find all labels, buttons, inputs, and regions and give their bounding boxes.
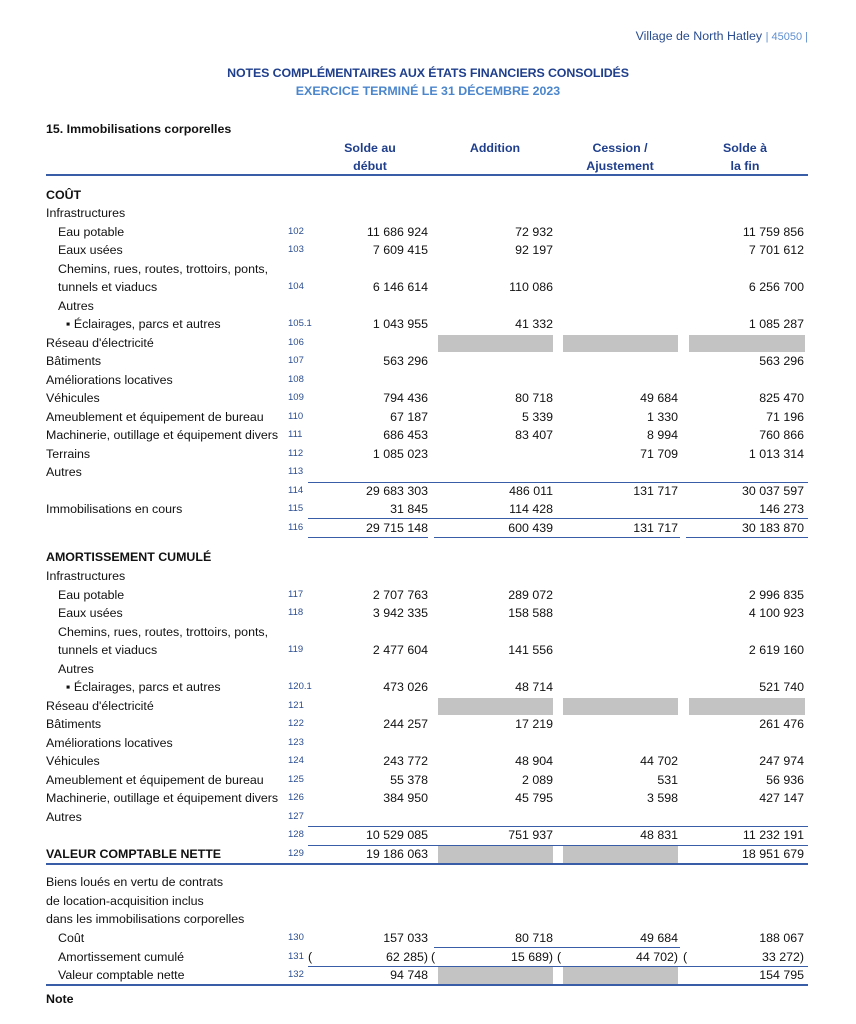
cell-value: 71 196: [766, 409, 804, 424]
cell-value: 188 067: [759, 931, 804, 945]
row-label: Bâtiments: [46, 717, 102, 731]
table-row: [0, 623, 856, 642]
shaded-cell: [689, 698, 805, 715]
cell-value: 157 033: [383, 931, 428, 945]
entity-code: | 45050 |: [765, 31, 808, 43]
row-ref: 104: [288, 281, 304, 292]
row-label: Chemins, rues, routes, trottoirs, ponts,: [58, 624, 269, 639]
table-row: [0, 948, 856, 967]
table-row: [0, 826, 856, 845]
cell-value: 71 709: [640, 446, 678, 461]
cell-value: 794 436: [383, 391, 428, 405]
row-ref: 125: [288, 773, 304, 785]
table-row: [0, 715, 856, 734]
leased-intro-line: [0, 873, 856, 892]
cell-value: 49 684: [640, 391, 678, 405]
table-row: [0, 482, 856, 501]
cell-value: 2 996 835: [748, 587, 804, 602]
cell-value: 92 197: [515, 243, 553, 257]
section-title: 15. Immobilisations corporelles: [46, 122, 232, 136]
row-label: VALEUR COMPTABLE NETTE: [46, 846, 222, 861]
row-label: Véhicules: [46, 754, 100, 768]
row-label: tunnels et viaducs: [58, 643, 158, 657]
row-label: Chemins, rues, routes, trottoirs, ponts,: [58, 261, 269, 276]
cell-value: 44 702): [635, 949, 678, 964]
cell-value: 2 089: [521, 772, 553, 787]
rule-line: [46, 863, 808, 865]
table-row: [0, 223, 856, 242]
table-row: [0, 500, 856, 519]
row-ref: 122: [288, 718, 304, 729]
cell-value: 521 740: [759, 680, 804, 694]
cell-value: 825 470: [759, 391, 804, 405]
cell-value: 41 332: [515, 317, 553, 331]
cell-value: 261 476: [759, 717, 804, 731]
shaded-cell: [563, 698, 678, 715]
col-header-line: Cession /: [592, 141, 648, 155]
row-label: Coût: [58, 931, 85, 945]
row-ref: 105.1: [288, 318, 312, 329]
row-ref: 107: [288, 355, 304, 366]
cell-value: 56 936: [766, 772, 804, 787]
cell-value: 141 556: [508, 643, 553, 657]
col-header-line: Ajustement: [586, 159, 654, 173]
table-row: [0, 586, 856, 605]
cell-value: 600 439: [508, 520, 553, 535]
open-paren: (: [683, 949, 688, 964]
row-ref: 118: [288, 607, 304, 618]
cell-value: 5 339: [521, 409, 553, 424]
cell-value: 384 950: [383, 791, 428, 805]
cell-value: 563 296: [383, 354, 428, 368]
row-ref: 112: [288, 447, 304, 459]
row-ref: 130: [288, 932, 304, 943]
shaded-cell: [563, 335, 678, 352]
shaded-cell: [438, 967, 553, 984]
table-row: [0, 641, 856, 660]
row-label: Eau potable: [58, 224, 125, 239]
table-row: [0, 297, 856, 316]
leased-intro-line: [0, 892, 856, 911]
row-ref: 132: [288, 969, 304, 980]
row-ref: 114: [288, 484, 304, 496]
row-label: Eau potable: [58, 587, 125, 602]
cell-value: 30 037 597: [741, 483, 804, 498]
col-header-addition: [460, 139, 530, 157]
document-title: NOTES COMPLÉMENTAIRES AUX ÉTATS FINANCIERS CONSOLIDÉS: [227, 66, 629, 80]
row-ref: 119: [288, 644, 304, 655]
table-row: [0, 929, 856, 948]
open-paren: (: [431, 949, 436, 964]
cell-value: 49 684: [640, 931, 678, 945]
table-row: [0, 278, 856, 297]
row-label: Machinerie, outillage et équipement divers: [46, 428, 279, 442]
note-label-row: [0, 990, 856, 1009]
shaded-cell: [563, 846, 678, 863]
row-label: Améliorations locatives: [46, 372, 173, 387]
row-label: Autres: [58, 661, 94, 676]
cell-value: 48 831: [640, 828, 678, 842]
cell-value: 19 186 063: [365, 846, 428, 861]
leased-intro-line: [0, 910, 856, 929]
table-row: [0, 752, 856, 771]
col-header-line: début: [353, 159, 387, 173]
row-ref: 115: [288, 503, 304, 514]
cell-value: 44 702: [640, 754, 678, 768]
cell-value: 2 477 604: [372, 643, 428, 657]
row-ref: 108: [288, 373, 304, 385]
cell-value: 83 407: [515, 428, 553, 442]
cell-value: 29 715 148: [365, 520, 428, 535]
cell-value: 247 974: [759, 754, 804, 768]
rule-line: [434, 947, 680, 948]
table-row: [0, 734, 856, 753]
cell-value: 131 717: [633, 483, 678, 498]
cell-value: 2 707 763: [372, 587, 428, 602]
row-ref: 120.1: [288, 681, 312, 692]
cell-value: 6 256 700: [748, 280, 804, 294]
cell-value: 131 717: [633, 520, 678, 535]
row-label: Ameublement et équipement de bureau: [46, 772, 264, 787]
cell-value: 154 795: [759, 968, 804, 982]
rule-line: [686, 537, 808, 538]
rule-line: [308, 845, 808, 846]
cell-value: 15 689): [510, 949, 553, 964]
table-row: [0, 260, 856, 279]
cell-value: 8 994: [646, 428, 678, 442]
cell-value: 48 904: [515, 754, 553, 768]
cell-value: 686 453: [383, 428, 428, 442]
row-label: Infrastructures: [46, 569, 126, 583]
row-ref: 110: [288, 410, 304, 422]
cell-value: 1 085 287: [748, 317, 804, 331]
rule-line: [308, 518, 808, 519]
row-label: Eaux usées: [58, 606, 123, 620]
cell-value: 30 183 870: [741, 520, 804, 535]
table-row: [0, 845, 856, 864]
cell-value: 473 026: [383, 680, 428, 694]
cell-value: 751 937: [508, 828, 553, 842]
row-label: ▪ Éclairages, parcs et autres: [66, 680, 221, 694]
cell-value: 531: [657, 772, 678, 787]
cell-value: 243 772: [383, 754, 428, 768]
cell-value: 486 011: [509, 483, 553, 498]
intro-text: Biens loués en vertu de contrats: [46, 875, 224, 889]
cell-value: 31 845: [390, 502, 428, 516]
cell-value: 11 759 856: [742, 224, 804, 239]
row-ref: 111: [288, 429, 303, 440]
cell-value: 11 232 191: [742, 828, 804, 842]
open-paren: (: [557, 949, 562, 964]
cell-value: 1 085 023: [372, 446, 428, 461]
cell-value: 80 718: [515, 391, 553, 405]
table-row: [0, 789, 856, 808]
table-row: [0, 315, 856, 334]
cell-value: 29 683 303: [365, 483, 428, 498]
col-header-disposal: [580, 139, 660, 175]
rule-line: [308, 966, 808, 967]
cell-value: 3 598: [646, 791, 678, 805]
section-heading: COÛT: [46, 188, 82, 202]
table-row: [0, 352, 856, 371]
row-ref: 106: [288, 336, 304, 348]
row-label: tunnels et viaducs: [58, 280, 158, 294]
table-row: [0, 519, 856, 538]
row-ref: 126: [288, 792, 304, 803]
cell-value: 6 146 614: [372, 280, 428, 294]
cell-value: 563 296: [759, 354, 804, 368]
row-label: Immobilisations en cours: [46, 502, 183, 516]
table-row: [0, 389, 856, 408]
cost-heading: [0, 186, 856, 205]
cell-value: 7 609 415: [372, 243, 428, 257]
row-label: Eaux usées: [58, 243, 123, 257]
table-row: [0, 426, 856, 445]
row-label: Améliorations locatives: [46, 735, 173, 750]
cell-value: 18 951 679: [741, 846, 804, 861]
entity-header: [636, 29, 808, 43]
table-row: [0, 463, 856, 482]
table-row: [0, 445, 856, 464]
open-paren: (: [308, 949, 313, 964]
cell-value: 146 273: [759, 502, 804, 516]
note-label: Note: [46, 992, 74, 1006]
table-row: [0, 334, 856, 353]
table-row: [0, 697, 856, 716]
cell-value: 110 086: [509, 280, 553, 294]
table-row: [0, 204, 856, 223]
row-label: Machinerie, outillage et équipement divers: [46, 791, 279, 805]
intro-text: dans les immobilisations corporelles: [46, 912, 245, 926]
intro-text: de location-acquisition inclus: [46, 893, 204, 908]
col-header-line: la fin: [730, 159, 760, 173]
shaded-cell: [689, 335, 805, 352]
row-label: Autres: [46, 465, 82, 479]
row-label: Autres: [46, 809, 82, 824]
rule-line: [434, 537, 680, 538]
cell-value: 1 330: [646, 409, 678, 424]
table-row: [0, 966, 856, 985]
cell-value: 94 748: [390, 968, 428, 982]
cell-value: 80 718: [515, 931, 553, 945]
cell-value: 48 714: [515, 680, 553, 694]
row-label: Infrastructures: [46, 206, 126, 220]
header-rule: [46, 174, 808, 176]
cell-value: 114 428: [509, 502, 553, 516]
cell-value: 55 378: [390, 772, 428, 787]
cell-value: 289 072: [508, 587, 553, 602]
row-ref: 128: [288, 829, 304, 840]
col-header-line: Solde à: [722, 141, 768, 155]
cell-value: 45 795: [515, 791, 553, 805]
table-row: [0, 604, 856, 623]
section-heading: AMORTISSEMENT CUMULÉ: [46, 550, 212, 564]
cell-value: 158 588: [508, 606, 553, 620]
table-row: [0, 371, 856, 390]
row-ref: 124: [288, 755, 304, 766]
row-ref: 121: [288, 699, 304, 711]
table-row: [0, 241, 856, 260]
table-row: [0, 678, 856, 697]
row-label: Autres: [58, 298, 94, 313]
row-label: Réseau d'électricité: [46, 335, 154, 350]
table-row: [0, 408, 856, 427]
row-ref: 131: [288, 950, 304, 962]
amortization-heading: [0, 548, 856, 567]
row-ref: 102: [288, 225, 304, 237]
cell-value: 72 932: [515, 224, 553, 239]
row-label: Réseau d'électricité: [46, 698, 154, 713]
cell-value: 4 100 923: [748, 606, 804, 620]
row-ref: 109: [288, 392, 304, 403]
shaded-cell: [438, 846, 553, 863]
cell-value: 10 529 085: [365, 828, 428, 842]
row-ref: 116: [288, 521, 304, 533]
document-subtitle: EXERCICE TERMINÉ LE 31 DÉCEMBRE 2023: [295, 84, 561, 98]
row-label: ▪ Éclairages, parcs et autres: [66, 317, 221, 331]
row-ref: 123: [288, 736, 304, 748]
cell-value: 7 701 612: [748, 243, 804, 257]
col-header-opening: [335, 139, 405, 175]
cell-value: 1 013 314: [748, 446, 804, 461]
row-label: Bâtiments: [46, 354, 102, 368]
entity-name: Village de North Hatley: [635, 29, 763, 43]
row-ref: 127: [288, 810, 304, 822]
rule-line: [308, 826, 808, 827]
cell-value: 2 619 160: [748, 643, 804, 657]
cell-value: 11 686 924: [366, 224, 428, 239]
rule-line: [46, 984, 808, 986]
cell-value: 62 285): [385, 949, 428, 964]
shaded-cell: [438, 335, 553, 352]
row-label: Ameublement et équipement de bureau: [46, 409, 264, 424]
rule-line: [308, 482, 808, 483]
shaded-cell: [563, 967, 678, 984]
shaded-cell: [438, 698, 553, 715]
row-label: Valeur comptable nette: [58, 968, 185, 982]
cell-value: 3 942 335: [372, 606, 428, 620]
table-row: [0, 771, 856, 790]
cell-value: 244 257: [383, 717, 428, 731]
row-label: Amortissement cumulé: [58, 949, 185, 964]
row-label: Véhicules: [46, 391, 100, 405]
cell-value: 1 043 955: [372, 317, 428, 331]
table-row: [0, 660, 856, 679]
row-ref: 103: [288, 244, 304, 255]
cell-value: 67 187: [390, 409, 428, 424]
cell-value: 760 866: [759, 428, 804, 442]
row-ref: 113: [288, 466, 304, 477]
cell-value: 17 219: [515, 717, 553, 731]
cell-value: 427 147: [759, 791, 804, 805]
col-header-line: Addition: [469, 141, 521, 155]
table-row: [0, 567, 856, 586]
table-row: [0, 808, 856, 827]
col-header-closing: [710, 139, 780, 175]
row-ref: 129: [288, 847, 304, 859]
col-header-line: Solde au: [344, 141, 396, 155]
row-ref: 117: [288, 588, 304, 600]
row-label: Terrains: [46, 446, 91, 461]
cell-value: 33 272): [761, 949, 804, 964]
rule-line: [308, 537, 428, 538]
